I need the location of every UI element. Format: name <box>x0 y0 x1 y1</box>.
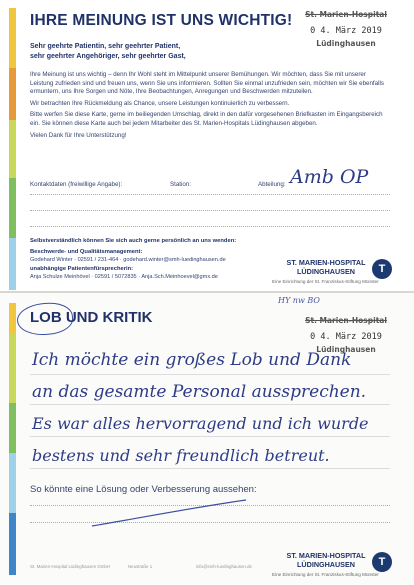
footer-address: Neustraße 1 <box>128 564 153 569</box>
intro-paragraph-3: Bitte werfen Sie diese Karte, gerne im beiliegenden Umschlag, direkt in den dafür vorgesehenen Briefkasten im Eingangsbereich ein. Sie können diese Karte auch bei jedem Mitarbeiter des St. Marien-Hospitals Lüdinghausen abgeben. <box>30 111 383 127</box>
stamp-place: Lüdinghausen <box>316 345 376 354</box>
received-stamp <box>296 10 396 48</box>
hospital-subtitle-back: Eine Einrichtung der St. Franziskus-Stiftung Münster <box>272 572 379 577</box>
feedback-card-front <box>0 0 414 292</box>
write-line-3 <box>30 436 390 437</box>
card-back-title: LOB UND KRITIK <box>30 309 153 326</box>
color-stripe-green <box>9 403 16 453</box>
handwritten-line-2: an das gesamte Personal aussprechen. <box>32 382 367 402</box>
hospital-city: LÜDINGHAUSEN <box>297 266 355 276</box>
pen-stroke <box>90 498 250 530</box>
contact-line-1 <box>30 194 390 195</box>
hospital-city: LÜDINGHAUSEN <box>297 559 355 569</box>
footer-company: St. Marien-Hospital Lüdinghausen GmbH <box>30 564 111 569</box>
handwritten-annotation: HY nw BO <box>278 296 320 305</box>
write-line-4 <box>30 468 390 469</box>
card-title: IHRE MEINUNG IST UNS WICHTIG! <box>30 12 293 29</box>
color-stripe-orange <box>9 68 16 120</box>
improvement-prompt: So könnte eine Lösung oder Verbesserung aussehen: <box>30 484 257 495</box>
received-stamp-back <box>296 316 396 354</box>
color-stripe-blue <box>9 513 16 575</box>
handwritten-line-4: bestens und sehr freundlich betreut. <box>32 446 330 465</box>
stamp-place: Lüdinghausen <box>316 39 376 48</box>
salutation-line-1: Sehr geehrte Patientin, sehr geehrter Patient, <box>30 43 181 50</box>
hospital-logo-text <box>286 259 366 276</box>
hospital-name: ST. MARIEN-HOSPITAL <box>286 258 366 267</box>
salutation <box>30 42 186 61</box>
write-line-1 <box>30 374 390 375</box>
quality-management-contact: Godehard Winter · 02591 / 231-464 · godehard.winter@smh-luedinghausen.de <box>30 257 226 263</box>
color-stripe-yellow <box>9 8 16 68</box>
patient-advocate-title: unabhängige Patientenfürsprecherin: <box>30 266 134 272</box>
quality-management-title: Beschwerde- und Qualitätsmanagement: <box>30 249 143 255</box>
stamp-org: St. Marien-Hospital <box>305 10 387 19</box>
intro-paragraph-2: Wir betrachten Ihre Rückmeldung als Chance, unsere Leistungen kontinuierlich zu verbessern. <box>30 99 290 107</box>
abteilung-label: Abteilung: <box>258 181 286 188</box>
write-line-2 <box>30 404 390 405</box>
color-stripe-lightblue <box>9 453 16 513</box>
color-stripe-green <box>9 178 16 238</box>
color-stripe-lime <box>9 333 16 403</box>
personal-contact-intro: Selbstverständlich können Sie sich auch gerne persönlich an uns wenden: <box>30 238 237 244</box>
contact-line-3 <box>30 226 390 227</box>
footer-email: info@smh-luedinghausen.de <box>196 564 252 569</box>
hospital-name: ST. MARIEN-HOSPITAL <box>286 551 366 560</box>
color-stripe-yellow <box>9 303 16 333</box>
color-stripe-lime <box>9 120 16 178</box>
hospital-logo-icon-back: T <box>372 552 392 572</box>
handwritten-line-1: Ich möchte ein großes Lob und Dank <box>32 350 352 370</box>
hospital-logo-text-back <box>286 552 366 569</box>
station-label: Station: <box>170 181 191 188</box>
stamp-date: 0 4. März 2019 <box>310 332 382 342</box>
intro-text <box>30 71 390 143</box>
intro-paragraph-1: Ihre Meinung ist uns wichtig – denn Ihr Wohl steht im Mittelpunkt unserer Bemühungen. Wir möchten, dass Sie mit unserer Leistung zufrieden sind und freuen uns, wenn Sie uns informieren. Sollten Sie einmal unzufrieden sein, möchten wir Sie ebenfalls ermuntern, uns Ihre Sorgen und Nöte, Ihre Beobachtungen, Anregungen und Beschwerden mitzuteilen. <box>30 71 384 96</box>
stamp-org: St. Marien-Hospital <box>305 316 387 325</box>
stamp-date: 0 4. März 2019 <box>310 26 382 36</box>
handwritten-line-3: Es war alles hervorragend und ich wurde <box>32 414 369 433</box>
salutation-line-2: sehr geehrter Angehöriger, sehr geehrter Gast, <box>30 52 186 60</box>
contact-label: Kontaktdaten (freiwillige Angabe): <box>30 181 123 188</box>
hospital-logo-icon: T <box>372 259 392 279</box>
intro-paragraph-4: Vielen Dank für Ihre Unterstützung! <box>30 131 127 139</box>
color-stripe-lightblue <box>9 238 16 290</box>
patient-advocate-contact: Anja Schulze Meinhövel · 02591 / 5072835 · Anja.Sch.Meinhoevel@gmx.de <box>30 274 218 280</box>
contact-line-2 <box>30 210 390 211</box>
handwritten-department: Amb OP <box>290 166 369 188</box>
hospital-subtitle: Eine Einrichtung der St. Franziskus-Stiftung Münster <box>272 279 379 284</box>
